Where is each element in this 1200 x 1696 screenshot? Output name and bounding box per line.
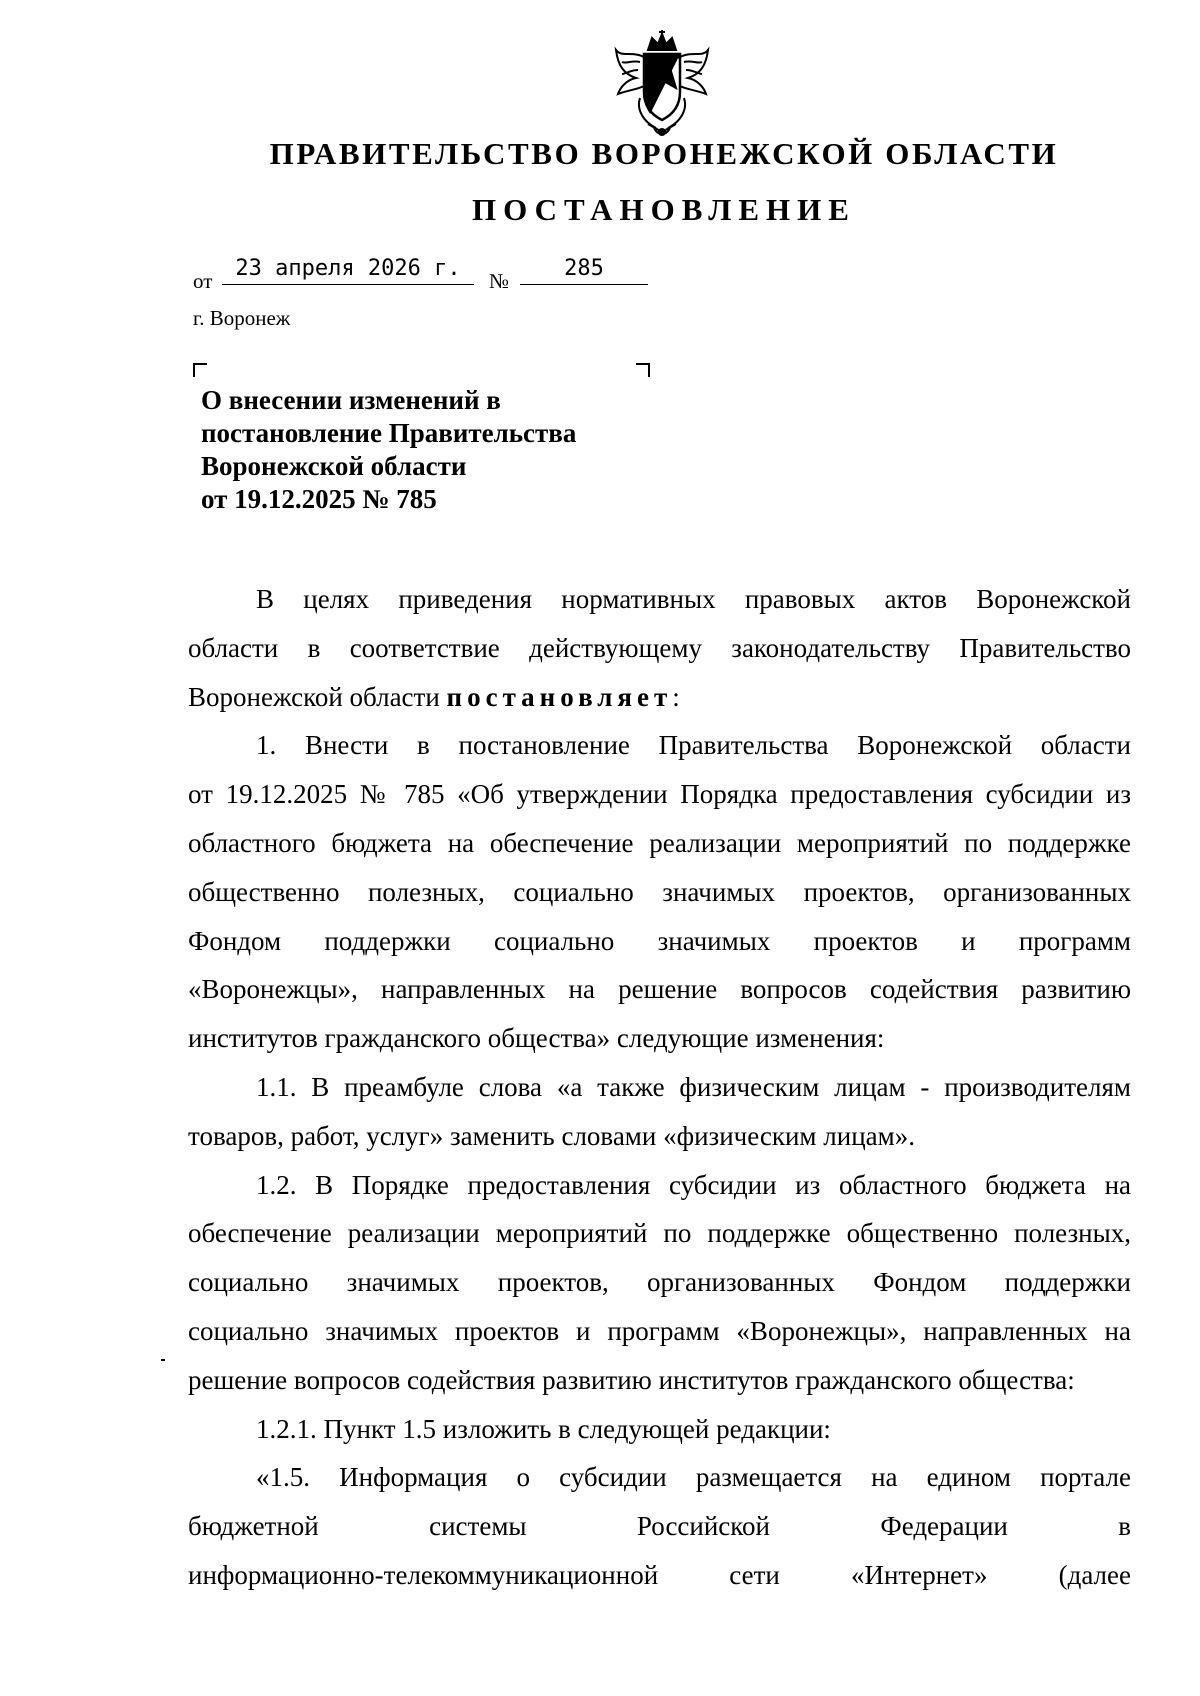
body-line: от 19.12.2025 № 785 «Об утверждении Порядка предоставления субсидии из [188,779,1131,810]
title-bracket-left [193,363,207,377]
subject-line: постановление Правительства [201,418,577,448]
document-type: ПОСТАНОВЛЕНИЕ [472,192,856,227]
title-bracket-right [636,363,650,377]
body-line: 1.2. В Порядке предоставления субсидии из областного бюджета на [256,1169,1131,1200]
margin-mark [161,1359,165,1361]
subject-line: от 19.12.2025 № 785 [201,484,437,514]
body-line: социально значимых проектов и программ «Воронежцы», направленных на [188,1315,1131,1346]
body-line: В целях приведения нормативных правовых актов Воронежской [256,584,1131,614]
document-date: 23 апреля 2026 г. [222,256,474,285]
number-label: № [489,269,510,293]
document-subject [201,384,576,516]
document-number: 285 [520,256,648,285]
government-title: ПРАВИТЕЛЬСТВО ВОРОНЕЖСКОЙ ОБЛАСТИ [269,136,1059,171]
document-body [188,575,1131,1600]
body-line [188,673,1131,722]
body-line: бюджетной системы Российской Федерации в [188,1511,1131,1542]
body-line: области в соответствие действующему законодательству Правительство [188,632,1131,663]
body-text-fragment: : [672,681,680,712]
body-line: обеспечение реализации мероприятий по поддержке общественно полезных, [188,1218,1131,1249]
body-line: общественно полезных, социально значимых проектов, организованных [188,876,1131,907]
body-line: товаров, работ, услуг» заменить словами «физическим лицам». [188,1120,915,1151]
body-line: «1.5. Информация о субсидии размещается на едином портале [256,1462,1131,1493]
body-line: информационно-телекоммуникационной сети «Интернет» (далее [188,1559,1131,1590]
body-line: социально значимых проектов, организованных Фондом поддержки [188,1267,1131,1298]
body-line: институтов гражданского общества» следующие изменения: [188,1023,885,1054]
body-line: «Воронежцы», направленных на решение вопросов содействия развитию [188,974,1131,1005]
subject-line: Воронежской области [201,451,467,481]
body-line: 1.2.1. Пункт 1.5 изложить в следующей редакции: [256,1413,831,1444]
resolves-word: постановляет [446,681,673,712]
body-line: 1. Внести в постановление Правительства Воронежской области [256,730,1131,761]
date-label: от [193,269,213,293]
body-line: 1.1. В преамбуле слова «а также физическим лицам - производителям [256,1071,1131,1102]
subject-line: О внесении изменений в [201,385,501,415]
body-line: областного бюджета на обеспечение реализации мероприятий по поддержке [188,827,1131,858]
document-details [193,256,653,292]
body-line: решение вопросов содействия развитию институтов гражданского общества: [188,1364,1075,1395]
coat-of-arms-icon [610,28,714,138]
body-text-fragment: Воронежской области [188,681,447,712]
body-line: Фондом поддержки социально значимых проектов и программ [188,925,1131,956]
city-name: г. Воронеж [193,306,291,330]
